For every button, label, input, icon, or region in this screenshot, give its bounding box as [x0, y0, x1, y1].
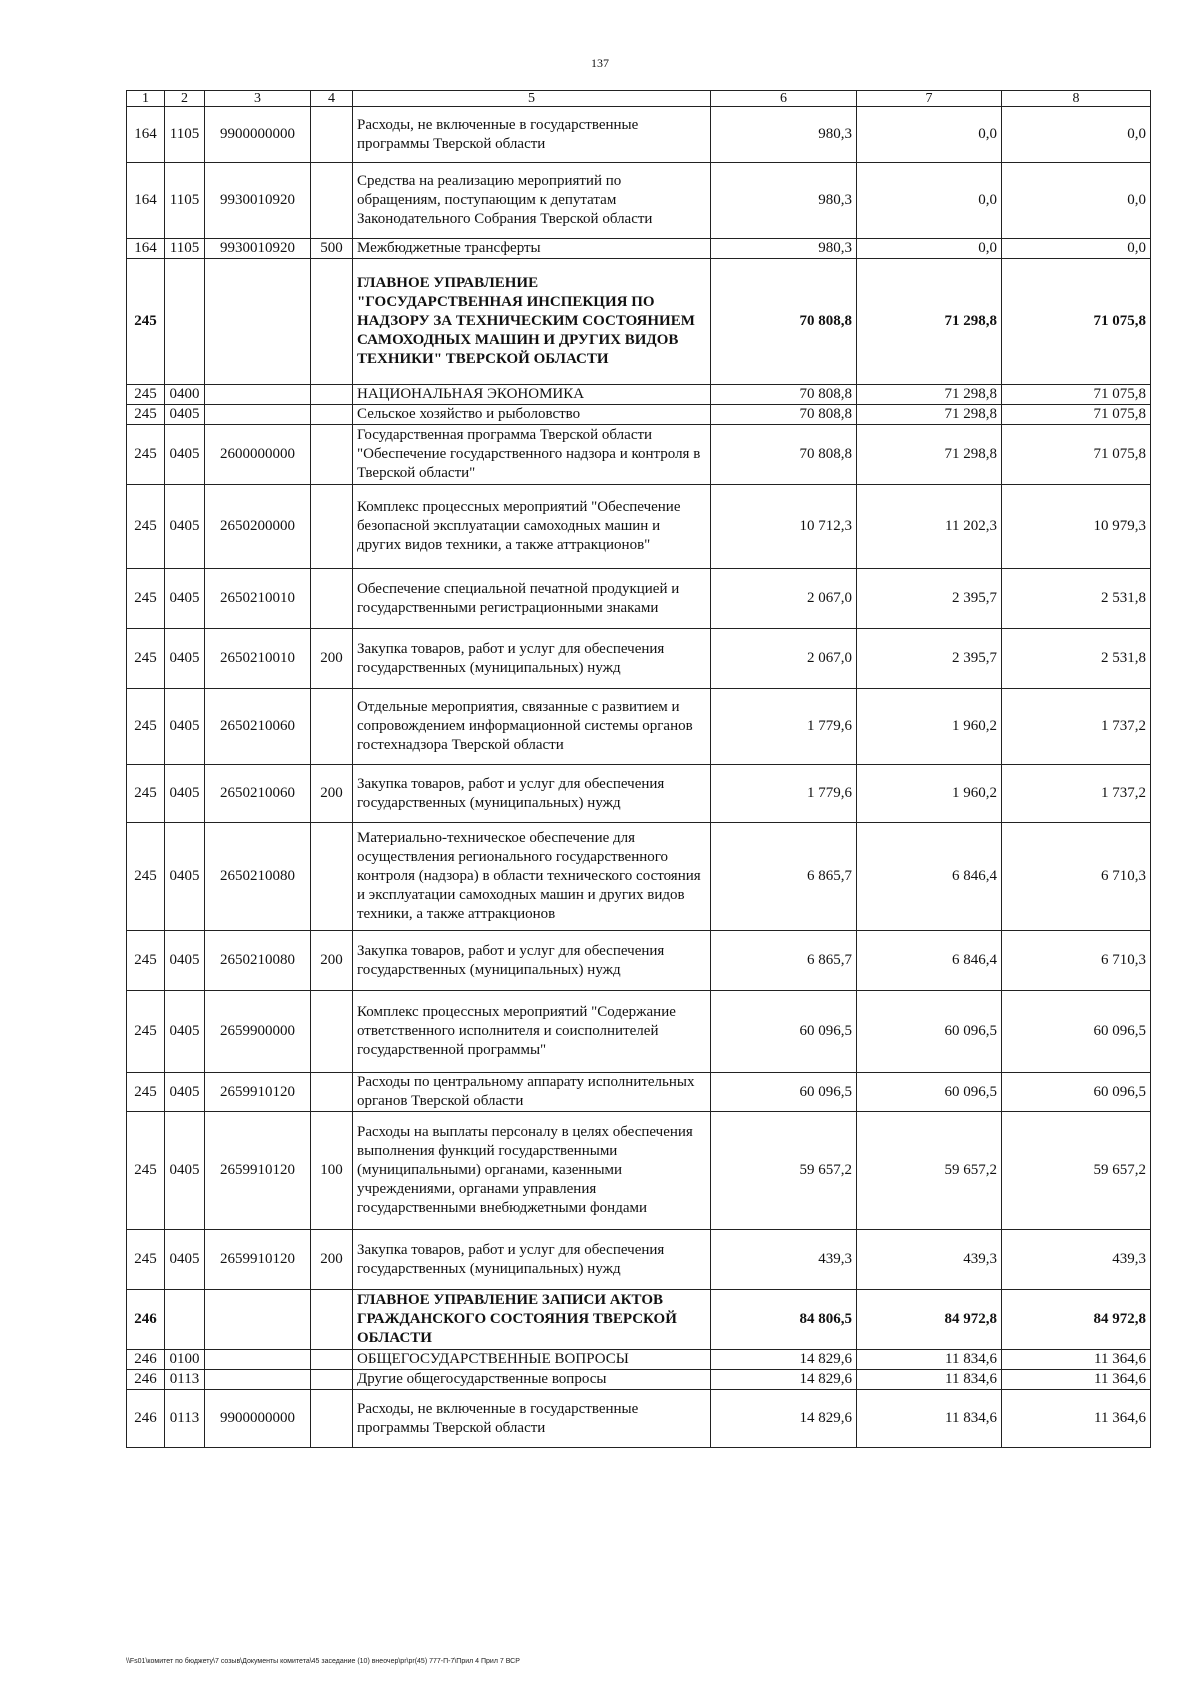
amount-year3-cell: 11 364,6 [1002, 1390, 1151, 1448]
expense-type-cell [311, 823, 353, 931]
item-name-cell: Межбюджетные трансферты [353, 239, 711, 259]
amount-year2-cell: 11 834,6 [857, 1350, 1002, 1370]
item-name-cell: Закупка товаров, работ и услуг для обеспечения государственных (муниципальных) нужд [353, 765, 711, 823]
section-code-cell [165, 259, 205, 385]
amount-year3-cell: 60 096,5 [1002, 991, 1151, 1073]
admin-code-cell: 164 [127, 239, 165, 259]
expense-type-cell [311, 1370, 353, 1390]
column-header: 4 [311, 91, 353, 107]
file-path-footer: \\Fs01\комитет по бюджету\7 созыв\Документы комитета\45 заседание (10) внеочер\pr\pr(45) 777-П-7\Прил 4 Прил 7 ВСР [126, 1658, 520, 1665]
amount-year3-cell: 71 075,8 [1002, 259, 1151, 385]
section-code-cell: 0405 [165, 1073, 205, 1112]
item-name-cell: ГЛАВНОЕ УПРАВЛЕНИЕ ЗАПИСИ АКТОВ ГРАЖДАНСКОГО СОСТОЯНИЯ ТВЕРСКОЙ ОБЛАСТИ [353, 1290, 711, 1350]
amount-year2-cell: 6 846,4 [857, 823, 1002, 931]
section-code-cell: 0405 [165, 991, 205, 1073]
amount-year1-cell: 439,3 [711, 1230, 857, 1290]
target-article-cell [205, 405, 311, 425]
section-code-cell: 0113 [165, 1390, 205, 1448]
target-article-cell: 2650210080 [205, 823, 311, 931]
amount-year1-cell: 14 829,6 [711, 1390, 857, 1448]
target-article-cell: 2650210010 [205, 629, 311, 689]
amount-year1-cell: 70 808,8 [711, 405, 857, 425]
section-code-cell: 0405 [165, 931, 205, 991]
table-row [127, 1290, 1151, 1350]
item-name-cell: Отдельные мероприятия, связанные с развитием и сопровождением информационной системы органов гостехнадзора Тверской области [353, 689, 711, 765]
section-code-cell: 0405 [165, 569, 205, 629]
item-name-cell: ГЛАВНОЕ УПРАВЛЕНИЕ "ГОСУДАРСТВЕННАЯ ИНСПЕКЦИЯ ПО НАДЗОРУ ЗА ТЕХНИЧЕСКИМ СОСТОЯНИЕМ САМОХОДНЫХ МАШИН И ДРУГИХ ВИДОВ ТЕХНИКИ" ТВЕРСКОЙ ОБЛАСТИ [353, 259, 711, 385]
section-code-cell: 1105 [165, 107, 205, 163]
amount-year2-cell: 11 834,6 [857, 1390, 1002, 1448]
item-name-cell: Расходы по центральному аппарату исполнительных органов Тверской области [353, 1073, 711, 1112]
amount-year1-cell: 70 808,8 [711, 425, 857, 485]
amount-year2-cell: 59 657,2 [857, 1112, 1002, 1230]
amount-year2-cell: 60 096,5 [857, 991, 1002, 1073]
table-row [127, 485, 1151, 569]
amount-year2-cell: 11 202,3 [857, 485, 1002, 569]
amount-year2-cell: 2 395,7 [857, 629, 1002, 689]
section-code-cell: 0405 [165, 823, 205, 931]
target-article-cell: 2650210010 [205, 569, 311, 629]
amount-year1-cell: 2 067,0 [711, 629, 857, 689]
table-row [127, 163, 1151, 239]
expense-type-cell [311, 425, 353, 485]
target-article-cell [205, 1350, 311, 1370]
column-header: 8 [1002, 91, 1151, 107]
amount-year3-cell: 1 737,2 [1002, 689, 1151, 765]
admin-code-cell: 245 [127, 485, 165, 569]
expense-type-cell: 200 [311, 765, 353, 823]
amount-year3-cell: 0,0 [1002, 163, 1151, 239]
amount-year1-cell: 60 096,5 [711, 1073, 857, 1112]
admin-code-cell: 245 [127, 405, 165, 425]
item-name-cell: Комплекс процессных мероприятий "Содержание ответственного исполнителя и соисполнителей государственной программы" [353, 991, 711, 1073]
section-code-cell [165, 1290, 205, 1350]
expense-type-cell: 500 [311, 239, 353, 259]
admin-code-cell: 164 [127, 107, 165, 163]
page-number: 137 [591, 56, 609, 70]
item-name-cell: Сельское хозяйство и рыболовство [353, 405, 711, 425]
expense-type-cell [311, 689, 353, 765]
expense-type-cell: 200 [311, 1230, 353, 1290]
target-article-cell [205, 259, 311, 385]
admin-code-cell: 245 [127, 385, 165, 405]
table-body [127, 107, 1151, 1448]
expense-type-cell: 200 [311, 931, 353, 991]
amount-year3-cell: 11 364,6 [1002, 1350, 1151, 1370]
amount-year3-cell: 60 096,5 [1002, 1073, 1151, 1112]
target-article-cell: 9900000000 [205, 1390, 311, 1448]
amount-year1-cell: 10 712,3 [711, 485, 857, 569]
section-code-cell: 1105 [165, 163, 205, 239]
amount-year3-cell: 439,3 [1002, 1230, 1151, 1290]
amount-year1-cell: 70 808,8 [711, 385, 857, 405]
target-article-cell: 2659910120 [205, 1230, 311, 1290]
target-article-cell: 9930010920 [205, 239, 311, 259]
section-code-cell: 0400 [165, 385, 205, 405]
admin-code-cell: 246 [127, 1350, 165, 1370]
table-row [127, 689, 1151, 765]
target-article-cell: 9900000000 [205, 107, 311, 163]
amount-year3-cell: 6 710,3 [1002, 823, 1151, 931]
amount-year3-cell: 11 364,6 [1002, 1370, 1151, 1390]
section-code-cell: 0100 [165, 1350, 205, 1370]
table-row [127, 1112, 1151, 1230]
table-row [127, 385, 1151, 405]
admin-code-cell: 164 [127, 163, 165, 239]
item-name-cell: Закупка товаров, работ и услуг для обеспечения государственных (муниципальных) нужд [353, 629, 711, 689]
amount-year2-cell: 71 298,8 [857, 405, 1002, 425]
admin-code-cell: 245 [127, 823, 165, 931]
amount-year2-cell: 0,0 [857, 107, 1002, 163]
amount-year3-cell: 1 737,2 [1002, 765, 1151, 823]
column-header: 2 [165, 91, 205, 107]
amount-year3-cell: 71 075,8 [1002, 425, 1151, 485]
table-row [127, 629, 1151, 689]
amount-year1-cell: 6 865,7 [711, 931, 857, 991]
table-row [127, 1230, 1151, 1290]
table-row [127, 765, 1151, 823]
column-header: 3 [205, 91, 311, 107]
amount-year2-cell: 71 298,8 [857, 259, 1002, 385]
amount-year2-cell: 1 960,2 [857, 689, 1002, 765]
target-article-cell: 2659910120 [205, 1112, 311, 1230]
amount-year1-cell: 1 779,6 [711, 689, 857, 765]
amount-year2-cell: 11 834,6 [857, 1370, 1002, 1390]
item-name-cell: Государственная программа Тверской области "Обеспечение государственного надзора и контроля в Тверской области" [353, 425, 711, 485]
target-article-cell [205, 385, 311, 405]
amount-year3-cell: 71 075,8 [1002, 405, 1151, 425]
target-article-cell: 9930010920 [205, 163, 311, 239]
amount-year1-cell: 1 779,6 [711, 765, 857, 823]
table-row [127, 991, 1151, 1073]
amount-year3-cell: 10 979,3 [1002, 485, 1151, 569]
amount-year1-cell: 6 865,7 [711, 823, 857, 931]
item-name-cell: Комплекс процессных мероприятий "Обеспечение безопасной эксплуатации самоходных машин и других видов техники, а также аттракционов" [353, 485, 711, 569]
column-header: 1 [127, 91, 165, 107]
admin-code-cell: 245 [127, 991, 165, 1073]
target-article-cell: 2659910120 [205, 1073, 311, 1112]
section-code-cell: 0405 [165, 485, 205, 569]
item-name-cell: Расходы на выплаты персоналу в целях обеспечения выполнения функций государственными (муниципальными) органами, казенными учреждениями, органами управления государственными внебюджетными фондами [353, 1112, 711, 1230]
item-name-cell: Другие общегосударственные вопросы [353, 1370, 711, 1390]
amount-year3-cell: 6 710,3 [1002, 931, 1151, 991]
item-name-cell: Материально-техническое обеспечение для осуществления регионального государственного контроля (надзора) в области технического состояния и эксплуатации самоходных машин и других видов техники, а также аттракционов [353, 823, 711, 931]
target-article-cell: 2650210060 [205, 765, 311, 823]
table-row [127, 259, 1151, 385]
table-row [127, 569, 1151, 629]
expense-type-cell [311, 163, 353, 239]
target-article-cell: 2650210080 [205, 931, 311, 991]
section-code-cell: 0405 [165, 1112, 205, 1230]
item-name-cell: ОБЩЕГОСУДАРСТВЕННЫЕ ВОПРОСЫ [353, 1350, 711, 1370]
amount-year3-cell: 0,0 [1002, 239, 1151, 259]
section-code-cell: 0405 [165, 405, 205, 425]
table-row [127, 823, 1151, 931]
column-header: 6 [711, 91, 857, 107]
expense-type-cell [311, 991, 353, 1073]
section-code-cell: 0113 [165, 1370, 205, 1390]
admin-code-cell: 245 [127, 425, 165, 485]
expense-type-cell [311, 1073, 353, 1112]
admin-code-cell: 245 [127, 765, 165, 823]
table-row [127, 107, 1151, 163]
expense-type-cell [311, 1350, 353, 1370]
target-article-cell: 2600000000 [205, 425, 311, 485]
amount-year2-cell: 0,0 [857, 163, 1002, 239]
expense-type-cell [311, 405, 353, 425]
amount-year2-cell: 439,3 [857, 1230, 1002, 1290]
target-article-cell: 2659900000 [205, 991, 311, 1073]
amount-year1-cell: 980,3 [711, 239, 857, 259]
expense-type-cell [311, 485, 353, 569]
amount-year3-cell: 2 531,8 [1002, 629, 1151, 689]
expense-type-cell [311, 1290, 353, 1350]
section-code-cell: 0405 [165, 689, 205, 765]
amount-year2-cell: 71 298,8 [857, 385, 1002, 405]
item-name-cell: Средства на реализацию мероприятий по обращениям, поступающим к депутатам Законодательного Собрания Тверской области [353, 163, 711, 239]
table-row [127, 1370, 1151, 1390]
budget-table [126, 90, 1151, 1448]
target-article-cell [205, 1370, 311, 1390]
table-row [127, 1390, 1151, 1448]
admin-code-cell: 245 [127, 689, 165, 765]
item-name-cell: Обеспечение специальной печатной продукцией и государственными регистрационными знаками [353, 569, 711, 629]
item-name-cell: Закупка товаров, работ и услуг для обеспечения государственных (муниципальных) нужд [353, 1230, 711, 1290]
expense-type-cell [311, 1390, 353, 1448]
target-article-cell [205, 1290, 311, 1350]
table-row [127, 1073, 1151, 1112]
expense-type-cell [311, 569, 353, 629]
amount-year1-cell: 14 829,6 [711, 1370, 857, 1390]
table-row [127, 425, 1151, 485]
item-name-cell: Расходы, не включенные в государственные программы Тверской области [353, 1390, 711, 1448]
expense-type-cell: 200 [311, 629, 353, 689]
expense-type-cell [311, 259, 353, 385]
amount-year2-cell: 71 298,8 [857, 425, 1002, 485]
table-row [127, 405, 1151, 425]
amount-year2-cell: 2 395,7 [857, 569, 1002, 629]
section-code-cell: 0405 [165, 765, 205, 823]
section-code-cell: 0405 [165, 425, 205, 485]
admin-code-cell: 245 [127, 569, 165, 629]
admin-code-cell: 245 [127, 629, 165, 689]
amount-year2-cell: 0,0 [857, 239, 1002, 259]
item-name-cell: НАЦИОНАЛЬНАЯ ЭКОНОМИКА [353, 385, 711, 405]
amount-year2-cell: 1 960,2 [857, 765, 1002, 823]
section-code-cell: 1105 [165, 239, 205, 259]
amount-year1-cell: 2 067,0 [711, 569, 857, 629]
target-article-cell: 2650200000 [205, 485, 311, 569]
amount-year2-cell: 84 972,8 [857, 1290, 1002, 1350]
section-code-cell: 0405 [165, 1230, 205, 1290]
admin-code-cell: 245 [127, 1230, 165, 1290]
expense-type-cell [311, 385, 353, 405]
expense-type-cell: 100 [311, 1112, 353, 1230]
amount-year3-cell: 2 531,8 [1002, 569, 1151, 629]
amount-year2-cell: 6 846,4 [857, 931, 1002, 991]
amount-year2-cell: 60 096,5 [857, 1073, 1002, 1112]
item-name-cell: Расходы, не включенные в государственные программы Тверской области [353, 107, 711, 163]
amount-year1-cell: 84 806,5 [711, 1290, 857, 1350]
item-name-cell: Закупка товаров, работ и услуг для обеспечения государственных (муниципальных) нужд [353, 931, 711, 991]
amount-year3-cell: 59 657,2 [1002, 1112, 1151, 1230]
table-row [127, 931, 1151, 991]
amount-year1-cell: 70 808,8 [711, 259, 857, 385]
admin-code-cell: 245 [127, 1073, 165, 1112]
section-code-cell: 0405 [165, 629, 205, 689]
amount-year1-cell: 980,3 [711, 163, 857, 239]
column-header: 7 [857, 91, 1002, 107]
amount-year3-cell: 84 972,8 [1002, 1290, 1151, 1350]
admin-code-cell: 245 [127, 1112, 165, 1230]
target-article-cell: 2650210060 [205, 689, 311, 765]
table-row [127, 239, 1151, 259]
admin-code-cell: 245 [127, 931, 165, 991]
amount-year1-cell: 980,3 [711, 107, 857, 163]
admin-code-cell: 246 [127, 1370, 165, 1390]
column-header: 5 [353, 91, 711, 107]
admin-code-cell: 246 [127, 1290, 165, 1350]
expense-type-cell [311, 107, 353, 163]
admin-code-cell: 246 [127, 1390, 165, 1448]
column-number-row [127, 91, 1151, 107]
amount-year3-cell: 71 075,8 [1002, 385, 1151, 405]
amount-year1-cell: 60 096,5 [711, 991, 857, 1073]
amount-year1-cell: 59 657,2 [711, 1112, 857, 1230]
amount-year1-cell: 14 829,6 [711, 1350, 857, 1370]
table-row [127, 1350, 1151, 1370]
amount-year3-cell: 0,0 [1002, 107, 1151, 163]
admin-code-cell: 245 [127, 259, 165, 385]
